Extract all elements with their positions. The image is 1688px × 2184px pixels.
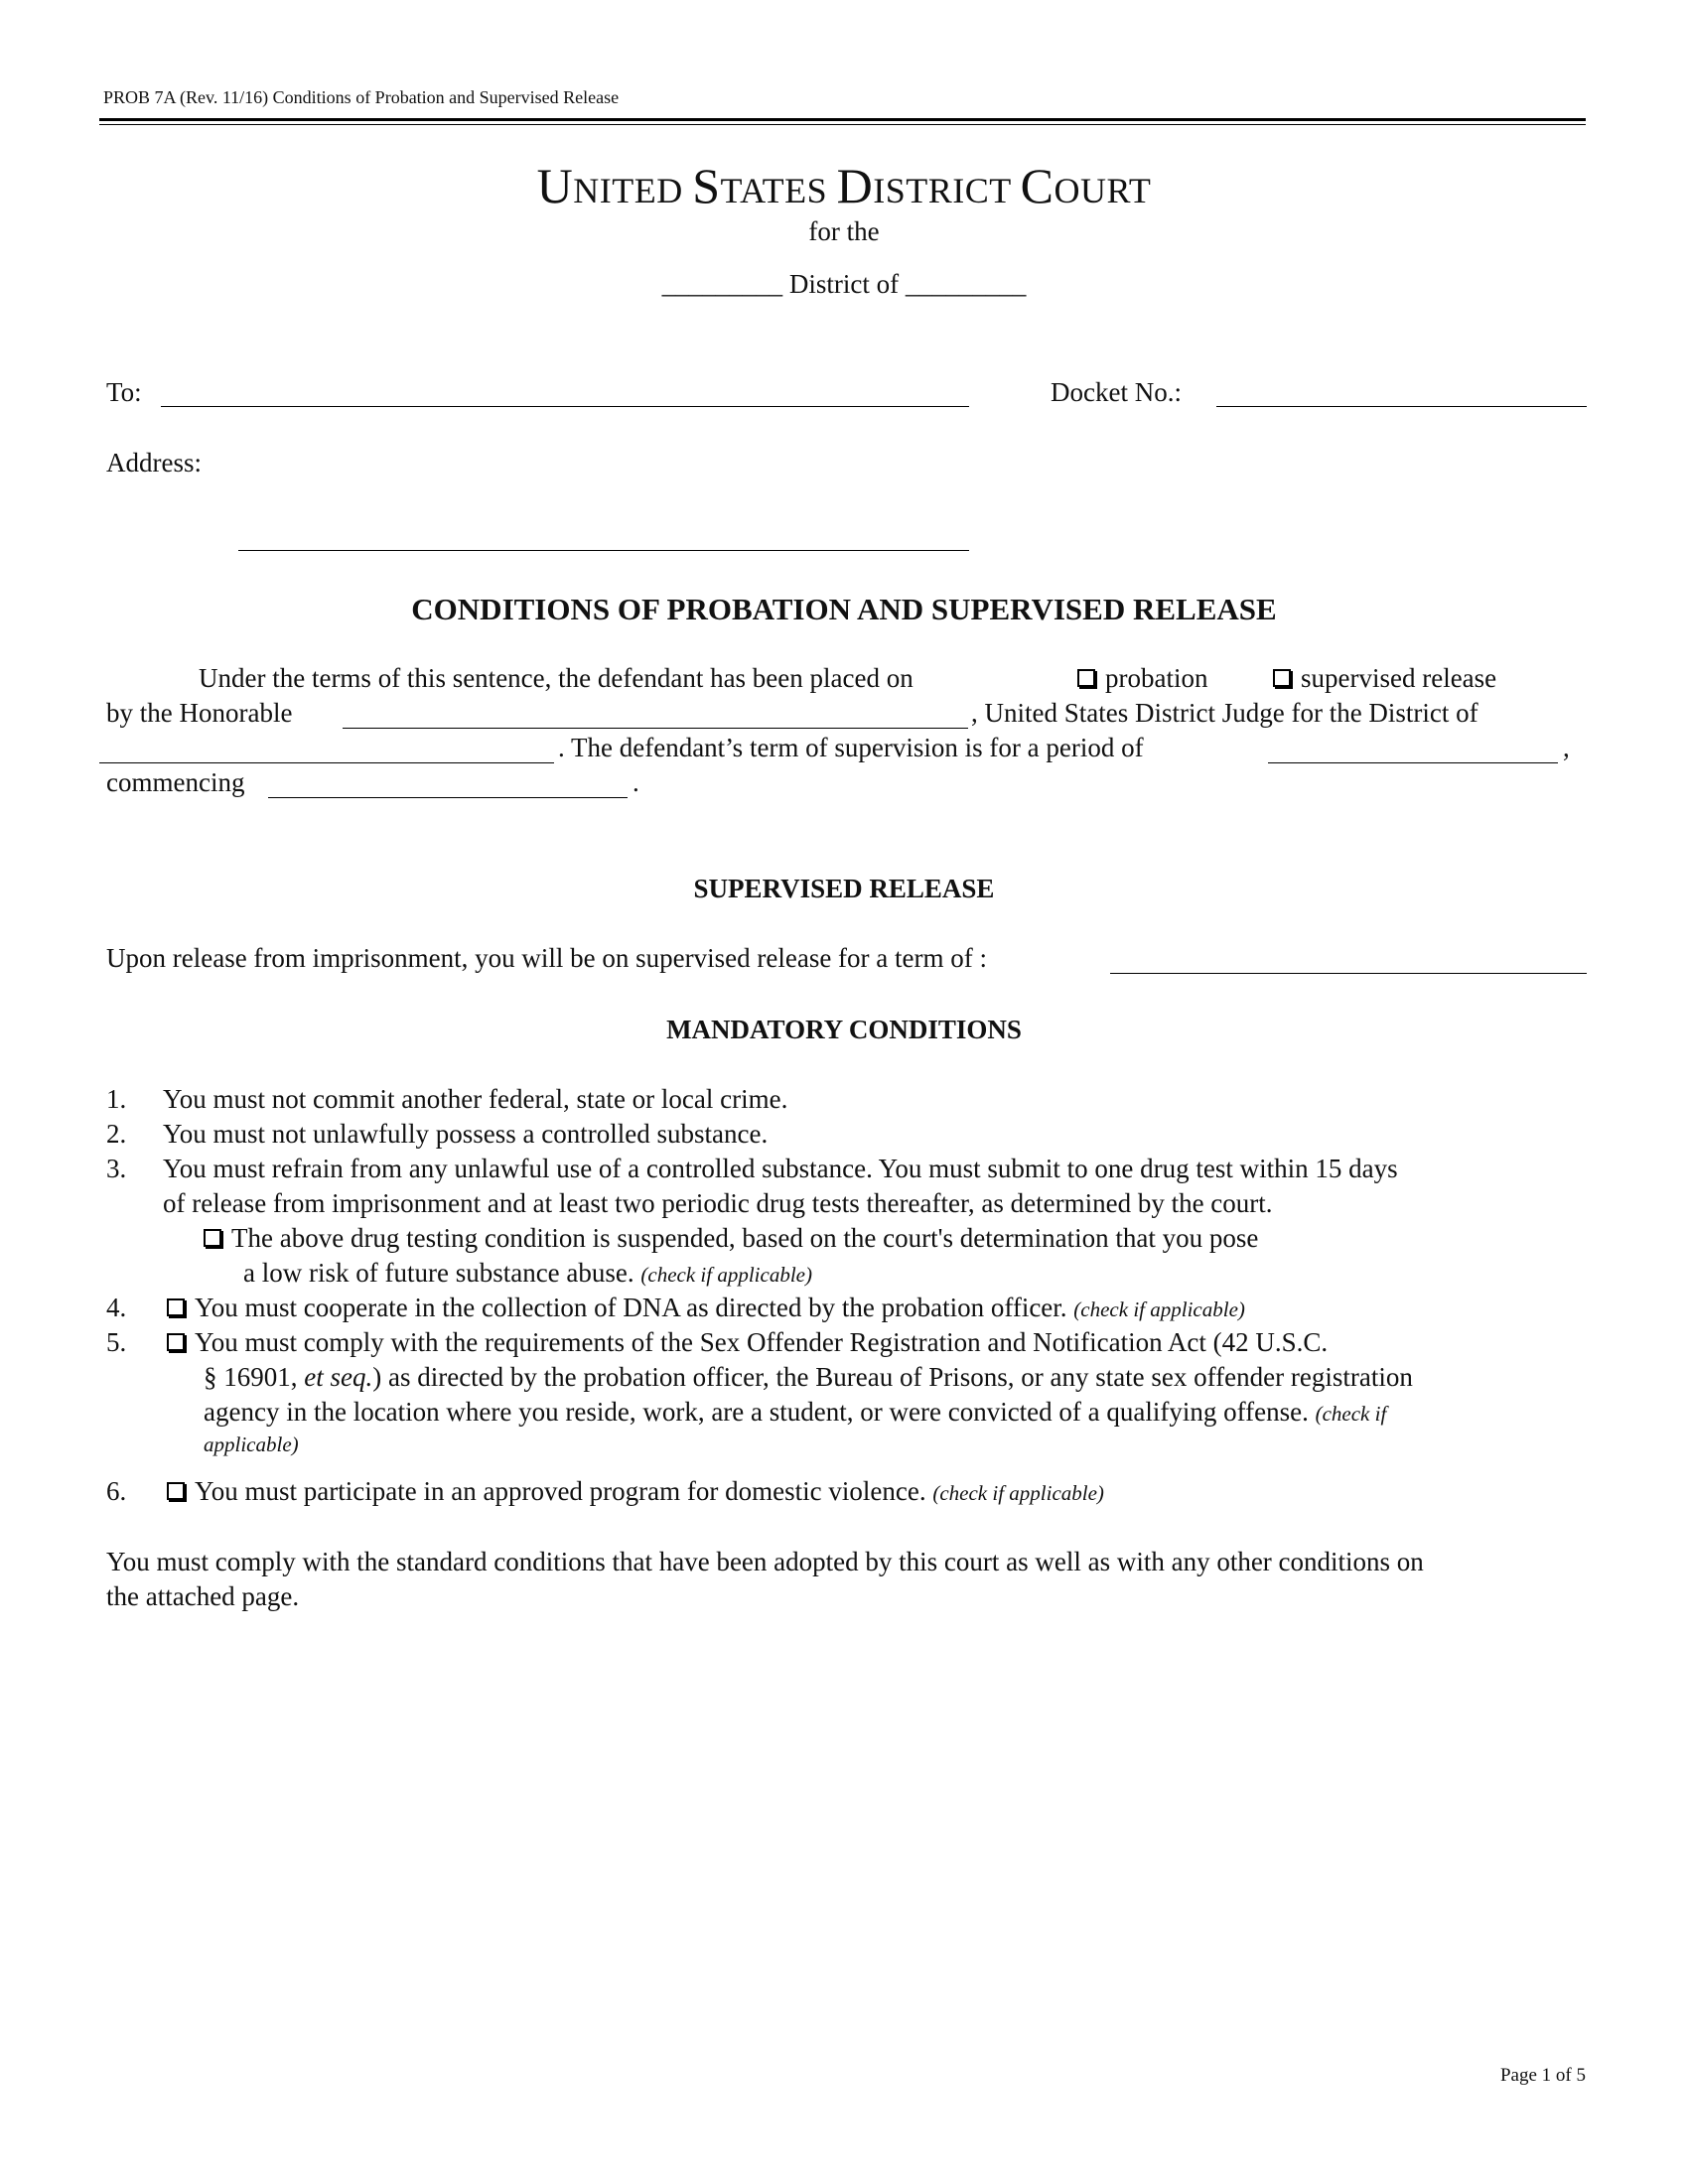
item-number: 6. (106, 1476, 127, 1506)
condition-5-line1: You must comply with the requirements of the Sex Offender Registration and Notification Act (42 U.S.C. (167, 1327, 1328, 1358)
item-number: 2. (106, 1119, 127, 1149)
address-label: Address: (106, 448, 202, 478)
term-text: . The defendant’s term of supervision is for a period of (558, 733, 1144, 762)
condition-4: You must cooperate in the collection of DNA as directed by the probation officer. (check if applicable) (167, 1293, 1245, 1323)
condition-5-line2: § 16901, et seq.) as directed by the probation officer, the Bureau of Prisons, or any state sex offender registration (204, 1362, 1413, 1392)
supervised-release-text: Upon release from imprisonment, you will be on supervised release for a term of : (106, 943, 987, 973)
header-rule-thick (99, 118, 1586, 121)
condition-5-check-note: applicable) (204, 1433, 299, 1456)
by-honorable-label: by the Honorable (106, 698, 293, 728)
condition-3-line2: of release from imprisonment and at least two periodic drug tests thereafter, as determined by the court. (163, 1188, 1273, 1218)
term-comma: , (1563, 733, 1570, 762)
supervised-term-field[interactable] (1110, 973, 1587, 974)
item-number: 4. (106, 1293, 127, 1322)
item-number: 3. (106, 1154, 127, 1183)
condition-3-sub-line1: The above drug testing condition is suspended, based on the court's determination that you pose (204, 1223, 1258, 1254)
domestic-violence-checkbox[interactable] (167, 1482, 185, 1500)
closing-line1: You must comply with the standard conditions that have been adopted by this court as well as with any other conditions on (106, 1547, 1424, 1576)
judge-field[interactable] (343, 728, 968, 729)
district-field[interactable] (99, 762, 554, 763)
commencing-period: . (633, 767, 639, 797)
to-label: To: (106, 377, 142, 407)
condition-6: You must participate in an approved program for domestic violence. (check if applicable) (167, 1476, 1104, 1507)
to-field[interactable] (161, 406, 969, 407)
mandatory-heading: MANDATORY CONDITIONS (666, 1015, 1022, 1044)
condition-5-line3: agency in the location where you reside, work, are a student, or were convicted of a qualifying offense. (check if (204, 1397, 1387, 1427)
docket-label: Docket No.: (1051, 377, 1182, 407)
condition-1: You must not commit another federal, state or local crime. (163, 1084, 788, 1114)
closing-line2: the attached page. (106, 1581, 300, 1611)
probation-checkbox[interactable] (1077, 669, 1095, 687)
option-supervised-release[interactable]: supervised release (1273, 663, 1496, 694)
dna-checkbox[interactable] (167, 1298, 185, 1316)
commencing-label: commencing (106, 767, 245, 797)
court-title: UNITED STATES DISTRICT COURT (536, 158, 1152, 213)
supervised-release-checkbox[interactable] (1273, 669, 1291, 687)
address-field[interactable] (238, 550, 969, 551)
header-rule-thin (99, 124, 1586, 125)
condition-3-line1: You must refrain from any unlawful use of a controlled substance. You must submit to one drug test within 15 days (163, 1154, 1398, 1183)
district-line[interactable]: _________ District of _________ (661, 269, 1027, 299)
term-period-field[interactable] (1268, 762, 1558, 763)
option-probation[interactable]: probation (1077, 663, 1207, 694)
form-id: PROB 7A (Rev. 11/16) Conditions of Probation and Supervised Release (103, 87, 620, 107)
commencing-field[interactable] (268, 797, 628, 798)
for-the: for the (808, 216, 880, 246)
sorna-checkbox[interactable] (167, 1333, 185, 1351)
item-number: 5. (106, 1327, 127, 1357)
judge-text: , United States District Judge for the District of (971, 698, 1478, 728)
docket-field[interactable] (1216, 406, 1587, 407)
form-title: CONDITIONS OF PROBATION AND SUPERVISED RELEASE (411, 592, 1277, 626)
drug-test-suspended-checkbox[interactable] (204, 1229, 221, 1247)
condition-3-sub-line2: a low risk of future substance abuse. (check if applicable) (243, 1258, 812, 1288)
supervised-release-heading: SUPERVISED RELEASE (693, 874, 995, 903)
page-number: Page 1 of 5 (1499, 2065, 1586, 2086)
condition-2: You must not unlawfully possess a controlled substance. (163, 1119, 769, 1149)
item-number: 1. (106, 1084, 127, 1114)
intro-text: Under the terms of this sentence, the defendant has been placed on (199, 663, 914, 693)
